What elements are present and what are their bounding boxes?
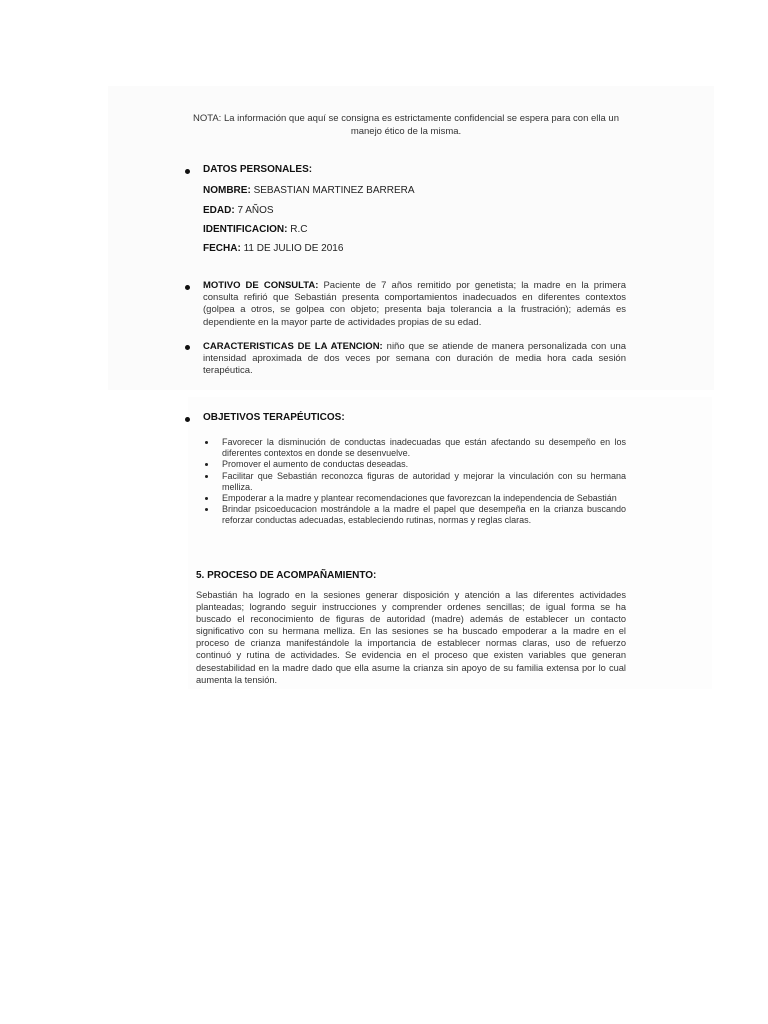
objectives-list bbox=[204, 437, 626, 527]
field-identification bbox=[203, 223, 307, 236]
process-text: Sebastián ha logrado en la sesiones generar disposición y atención a las diferentes actividades planteadas; logrando seguir instrucciones y comprender ordenes sencillas; de igual forma se ha buscado el reconocimiento de figuras de autoridad (madre) además de establecer un contacto significativo con su hermana melliza. En las sesiones se ha buscado empoderar a la madre en el proceso de crianza manifestándole la importancia de establecer normas claras, uso de refuerzo continuó y rutina de actividades. Se evidencia en el proceso que existen variables que generan desestabilidad en la madre dado que ella asume la crianza sin apoyo de su familia extensa por lo cual aumenta la tensión. bbox=[196, 590, 626, 685]
list-item bbox=[204, 459, 626, 470]
list-item bbox=[204, 471, 626, 493]
reason-for-consultation bbox=[203, 280, 626, 329]
field-date-value: 11 DE JULIO DE 2016 bbox=[243, 243, 344, 254]
care-characteristics-text: niño que se atiende de manera personalizada con una intensidad aproximada de dos veces por semana con duración de media hora cada sesión terapéutica. bbox=[203, 341, 627, 377]
confidentiality-note: NOTA: La información que aquí se consigna es estrictamente confidencial se espera para con ella un manejo ético de la misma. bbox=[193, 113, 619, 137]
bullet-icon bbox=[205, 475, 208, 478]
field-age-value: 7 AÑOS bbox=[237, 205, 274, 216]
field-name bbox=[203, 184, 415, 197]
bullet-icon bbox=[205, 497, 208, 500]
objective-text: Favorecer la disminución de conductas inadecuadas que están afectando su desempeño en los diferentes contextos en donde se desenvuelve. bbox=[222, 437, 626, 459]
field-date bbox=[203, 242, 343, 255]
objective-text: Brindar psicoeducacion mostrándole a la madre el papel que desempeña en la crianza buscando reforzar conductas adecuadas, estableciendo rutinas, normas y reglas claras. bbox=[222, 504, 626, 526]
bullet-icon bbox=[185, 169, 190, 174]
bullet-icon bbox=[185, 417, 190, 422]
objective-text: Facilitar que Sebastián reconozca figuras de autoridad y mejorar la vinculación con su hermana melliza. bbox=[222, 470, 626, 492]
objective-text: Promover el aumento de conductas deseadas. bbox=[222, 459, 409, 470]
field-identification-label: IDENTIFICACION: bbox=[203, 224, 288, 235]
field-date-label: FECHA: bbox=[203, 243, 241, 254]
personal-data-heading: DATOS PERSONALES: bbox=[203, 164, 313, 175]
process-heading: 5. PROCESO DE ACOMPAÑAMIENTO: bbox=[196, 570, 377, 581]
field-identification-value: R.C bbox=[290, 224, 308, 235]
objectives-heading: OBJETIVOS TERAPÉUTICOS: bbox=[203, 412, 345, 423]
field-name-label: NOMBRE: bbox=[203, 185, 251, 196]
list-item bbox=[204, 437, 626, 459]
list-item bbox=[204, 504, 626, 526]
bullet-icon bbox=[205, 508, 208, 511]
field-name-value: SEBASTIAN MARTINEZ BARRERA bbox=[253, 185, 415, 196]
bullet-icon bbox=[185, 285, 190, 290]
care-characteristics-label: CARACTERISTICAS DE LA ATENCION: bbox=[203, 341, 383, 352]
reason-label: MOTIVO DE CONSULTA: bbox=[203, 280, 319, 291]
field-age bbox=[203, 204, 274, 217]
bullet-icon bbox=[205, 441, 208, 444]
bullet-icon bbox=[185, 345, 190, 350]
objective-text: Empoderar a la madre y plantear recomendaciones que favorezcan la independencia de Sebastián bbox=[222, 493, 617, 504]
care-characteristics bbox=[203, 341, 626, 378]
reason-text: Paciente de 7 años remitido por genetista; la madre en la primera consulta refirió que Sebastián presenta comportamientos inadecuados en diferentes contextos (golpea a otros, se golpea con objeto; presenta baja tolerancia a la frustración); además es dependiente en la mayor parte de actividades propias de su edad. bbox=[203, 280, 627, 328]
bullet-icon bbox=[205, 463, 208, 466]
list-item bbox=[204, 493, 626, 504]
field-age-label: EDAD: bbox=[203, 205, 235, 216]
